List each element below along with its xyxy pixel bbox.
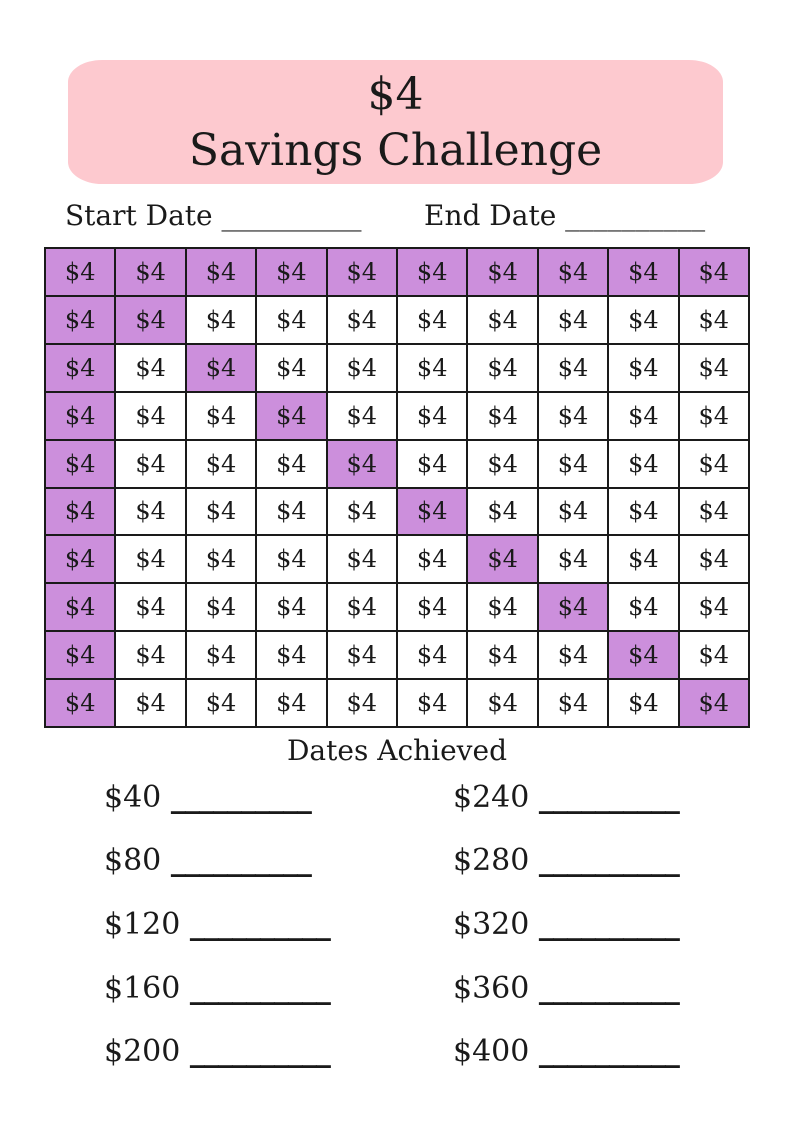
grid-cell[interactable]: $4 (187, 297, 255, 343)
milestone-row[interactable] (453, 841, 679, 881)
grid-cell[interactable]: $4 (46, 297, 114, 343)
end-date-label: End Date (424, 199, 557, 232)
title-amount: $4 (367, 69, 424, 120)
milestone-row[interactable] (104, 969, 330, 1009)
grid-cell[interactable]: $4 (116, 489, 184, 535)
milestone-amount: $400 (453, 1034, 530, 1069)
grid-cell[interactable]: $4 (257, 297, 325, 343)
grid-cell[interactable]: $4 (46, 536, 114, 582)
grid-cell[interactable]: $4 (116, 345, 184, 391)
grid-cell[interactable]: $4 (187, 393, 255, 439)
grid-cell[interactable]: $4 (609, 393, 677, 439)
milestone-date-line[interactable]: __________ (538, 780, 679, 815)
grid-cell[interactable]: $4 (46, 584, 114, 630)
grid-cell[interactable]: $4 (468, 584, 536, 630)
grid-cell[interactable]: $4 (539, 680, 607, 726)
grid-cell[interactable]: $4 (328, 393, 396, 439)
grid-cell[interactable]: $4 (539, 393, 607, 439)
grid-cell[interactable]: $4 (468, 249, 536, 295)
milestone-row[interactable] (453, 1032, 679, 1072)
milestone-amount: $160 (104, 971, 181, 1006)
grid-cell[interactable]: $4 (328, 345, 396, 391)
grid-cell[interactable]: $4 (257, 680, 325, 726)
grid-cell[interactable]: $4 (398, 584, 466, 630)
grid-cell[interactable]: $4 (257, 489, 325, 535)
milestone-date-line[interactable]: __________ (538, 907, 679, 942)
grid-cell[interactable]: $4 (680, 249, 748, 295)
milestone-row[interactable] (104, 1032, 330, 1072)
grid-cell[interactable]: $4 (539, 345, 607, 391)
milestone-row[interactable] (453, 969, 679, 1009)
milestone-amount: $80 (104, 843, 162, 878)
grid-cell[interactable]: $4 (609, 297, 677, 343)
milestone-date-line[interactable]: __________ (189, 971, 330, 1006)
grid-cell[interactable]: $4 (539, 297, 607, 343)
grid-cell[interactable]: $4 (398, 489, 466, 535)
grid-cell[interactable]: $4 (468, 441, 536, 487)
grid-cell[interactable]: $4 (398, 536, 466, 582)
milestone-amount: $320 (453, 907, 530, 942)
grid-cell[interactable]: $4 (468, 536, 536, 582)
grid-cell[interactable]: $4 (539, 584, 607, 630)
start-date-label: Start Date (65, 199, 213, 232)
grid-cell[interactable]: $4 (187, 441, 255, 487)
milestone-date-line[interactable]: __________ (189, 907, 330, 942)
grid-cell[interactable]: $4 (398, 441, 466, 487)
grid-cell[interactable]: $4 (116, 441, 184, 487)
grid-cell[interactable]: $4 (680, 345, 748, 391)
grid-cell[interactable]: $4 (328, 680, 396, 726)
milestone-date-line[interactable]: __________ (170, 780, 311, 815)
grid-cell[interactable]: $4 (46, 441, 114, 487)
milestone-date-line[interactable]: __________ (538, 971, 679, 1006)
grid-cell[interactable]: $4 (116, 584, 184, 630)
milestone-amount: $360 (453, 971, 530, 1006)
grid-cell[interactable]: $4 (398, 680, 466, 726)
grid-cell[interactable]: $4 (328, 584, 396, 630)
start-date-field[interactable] (65, 196, 362, 236)
grid-cell[interactable]: $4 (187, 584, 255, 630)
grid-cell[interactable]: $4 (46, 249, 114, 295)
grid-cell[interactable]: $4 (187, 249, 255, 295)
grid-cell[interactable]: $4 (187, 345, 255, 391)
grid-cell[interactable]: $4 (257, 632, 325, 678)
milestone-amount: $280 (453, 843, 530, 878)
grid-cell[interactable]: $4 (46, 680, 114, 726)
grid-cell[interactable]: $4 (468, 489, 536, 535)
grid-cell[interactable]: $4 (609, 249, 677, 295)
grid-cell[interactable]: $4 (609, 441, 677, 487)
milestone-date-line[interactable]: __________ (189, 1034, 330, 1069)
grid-cell[interactable]: $4 (46, 393, 114, 439)
milestone-date-line[interactable]: __________ (538, 1034, 679, 1069)
grid-cell[interactable]: $4 (680, 393, 748, 439)
grid-cell[interactable]: $4 (116, 249, 184, 295)
grid-cell[interactable]: $4 (328, 489, 396, 535)
grid-cell[interactable]: $4 (257, 249, 325, 295)
grid-cell[interactable]: $4 (187, 536, 255, 582)
grid-cell[interactable]: $4 (468, 680, 536, 726)
grid-cell[interactable]: $4 (468, 345, 536, 391)
grid-cell[interactable]: $4 (609, 680, 677, 726)
grid-cell[interactable]: $4 (328, 249, 396, 295)
grid-cell[interactable]: $4 (46, 489, 114, 535)
grid-cell[interactable]: $4 (609, 536, 677, 582)
grid-cell[interactable]: $4 (609, 632, 677, 678)
savings-grid (44, 247, 750, 728)
grid-cell[interactable]: $4 (398, 393, 466, 439)
dates-achieved-heading: Dates Achieved (286, 734, 507, 767)
milestone-row[interactable] (453, 905, 679, 945)
grid-cell[interactable]: $4 (328, 632, 396, 678)
grid-cell[interactable]: $4 (398, 297, 466, 343)
milestone-row[interactable] (104, 905, 330, 945)
grid-cell[interactable]: $4 (187, 489, 255, 535)
grid-cell[interactable]: $4 (116, 680, 184, 726)
grid-cell[interactable]: $4 (609, 345, 677, 391)
grid-cell[interactable]: $4 (257, 584, 325, 630)
milestone-date-line[interactable]: __________ (538, 843, 679, 878)
end-date-field[interactable] (424, 196, 705, 236)
end-date-line[interactable]: __________ (565, 199, 706, 232)
grid-cell[interactable]: $4 (328, 297, 396, 343)
grid-cell[interactable]: $4 (116, 632, 184, 678)
grid-cell[interactable]: $4 (609, 584, 677, 630)
grid-cell[interactable]: $4 (116, 536, 184, 582)
grid-cell[interactable]: $4 (680, 680, 748, 726)
milestone-row[interactable] (104, 841, 311, 881)
grid-cell[interactable]: $4 (680, 584, 748, 630)
grid-cell[interactable]: $4 (539, 441, 607, 487)
grid-cell[interactable]: $4 (46, 632, 114, 678)
grid-cell[interactable]: $4 (328, 536, 396, 582)
grid-cell[interactable]: $4 (680, 632, 748, 678)
grid-cell[interactable]: $4 (609, 489, 677, 535)
grid-cell[interactable]: $4 (398, 345, 466, 391)
milestone-amount: $200 (104, 1034, 181, 1069)
grid-cell[interactable]: $4 (468, 393, 536, 439)
grid-cell[interactable]: $4 (116, 393, 184, 439)
grid-cell[interactable]: $4 (539, 249, 607, 295)
grid-cell[interactable]: $4 (680, 489, 748, 535)
grid-cell[interactable]: $4 (398, 632, 466, 678)
grid-cell[interactable]: $4 (116, 297, 184, 343)
grid-cell[interactable]: $4 (680, 297, 748, 343)
grid-cell[interactable]: $4 (539, 632, 607, 678)
grid-cell[interactable]: $4 (187, 632, 255, 678)
grid-cell[interactable]: $4 (328, 441, 396, 487)
grid-cell[interactable]: $4 (398, 249, 466, 295)
milestone-row[interactable] (453, 778, 679, 818)
grid-cell[interactable]: $4 (468, 632, 536, 678)
page-title: Savings Challenge (188, 125, 603, 176)
grid-cell[interactable]: $4 (46, 345, 114, 391)
grid-cell[interactable]: $4 (539, 536, 607, 582)
grid-cell[interactable]: $4 (257, 536, 325, 582)
grid-cell[interactable]: $4 (680, 441, 748, 487)
grid-cell[interactable]: $4 (539, 489, 607, 535)
milestone-amount: $40 (104, 780, 162, 815)
grid-cell[interactable]: $4 (257, 393, 325, 439)
grid-cell[interactable]: $4 (187, 680, 255, 726)
grid-cell[interactable]: $4 (680, 536, 748, 582)
grid-cell[interactable]: $4 (257, 441, 325, 487)
grid-cell[interactable]: $4 (468, 297, 536, 343)
milestone-amount: $120 (104, 907, 181, 942)
milestone-row[interactable] (104, 778, 311, 818)
start-date-line[interactable]: __________ (221, 199, 362, 232)
milestone-amount: $240 (453, 780, 530, 815)
title-banner (68, 60, 723, 184)
milestone-date-line[interactable]: __________ (170, 843, 311, 878)
grid-cell[interactable]: $4 (257, 345, 325, 391)
